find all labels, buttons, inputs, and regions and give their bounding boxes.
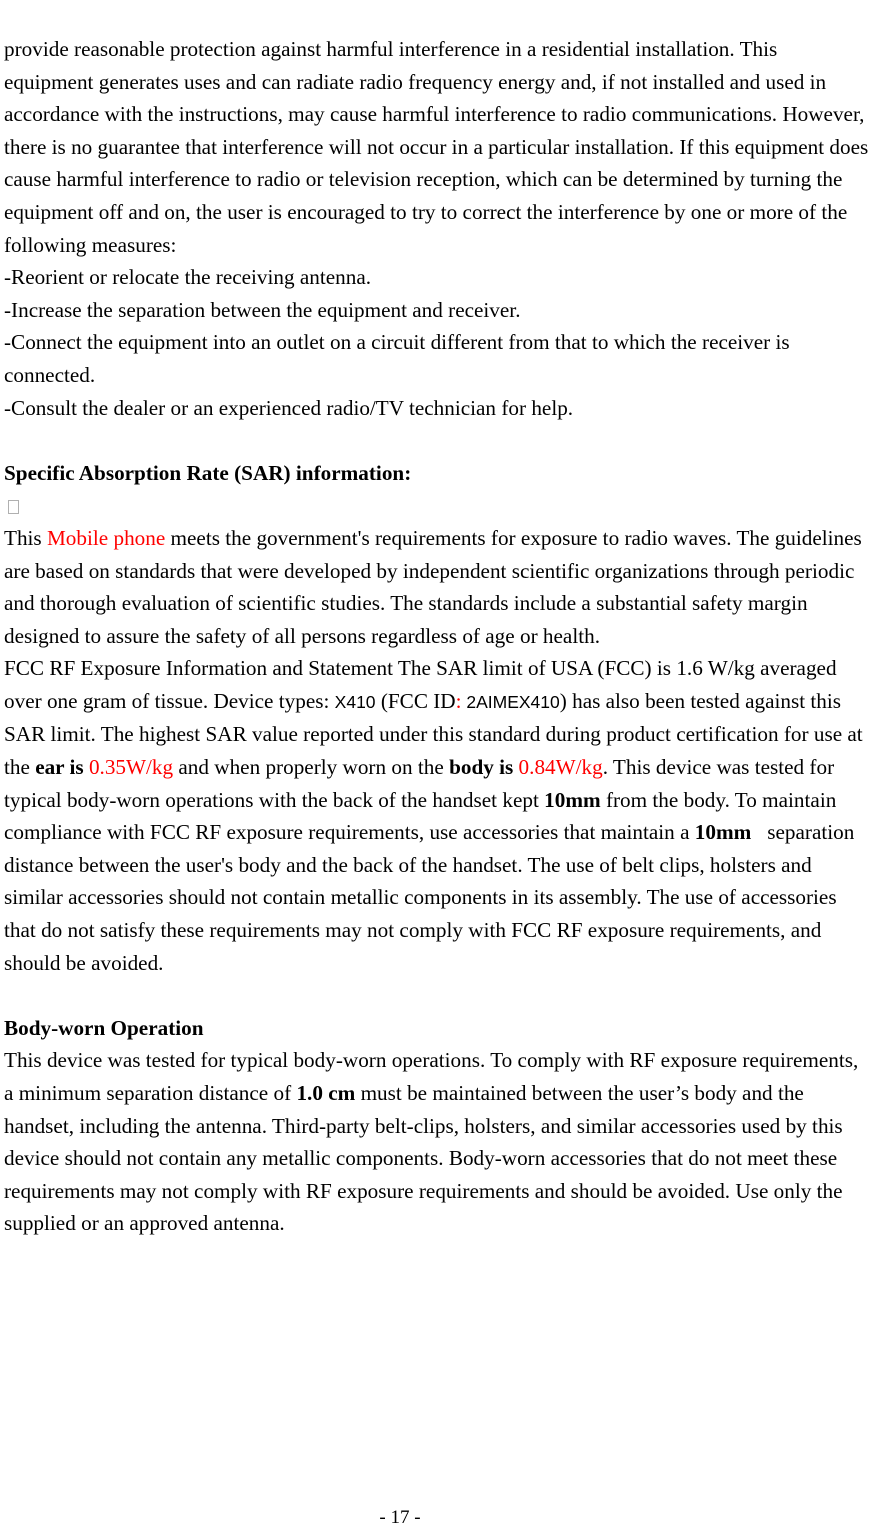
separation-distance: 10mm [694, 820, 752, 845]
placeholder-glyph-line [4, 489, 870, 522]
measure-item: -Connect the equipment into an outlet on a circuit different from that to which the receiver is connected. [4, 330, 790, 387]
body-label: body is [449, 755, 514, 780]
body-worn-heading: Body-worn Operation [4, 1015, 204, 1040]
fcc-id: 2AIMEX410 [461, 691, 560, 712]
sar-paragraph-1: This Mobile phone meets the government's requirements for exposure to radio waves. The guidelines are based on standards that were developed by independent scientific organizations through periodic and thorough evaluation of scientific studies. The standards include a substantial safety margin designed to assure the safety of all persons regardless of age or health. [4, 525, 862, 648]
separation-distance: 10mm [544, 787, 601, 812]
sar-heading: Specific Absorption Rate (SAR) information: [4, 460, 412, 485]
ear-label: ear is [35, 755, 84, 780]
sar-paragraph-2: FCC RF Exposure Information and Statement The SAR limit of USA (FCC) is 1.6 W/kg averaged over one gram of tissue. Device types: X410 (FCC ID: 2AIMEX410) has also been tested against this SAR limit. The highest SAR value reported under this standard during product certification for use at the ear is 0.35W/kg and when properly worn on the body is 0.84W/kg. This device was tested for typical body-worn operations with the back of the handset kept 10mm from the body. To maintain compliance with FCC RF exposure requirements, use accessories that maintain a 10mm separation distance between the user's body and the back of the handset. The use of belt clips, holsters and similar accessories should not contain metallic components in its assembly. The use of accessories that do not satisfy these requirements may not comply with FCC RF exposure requirements, and should be avoided. [4, 656, 863, 975]
measure-item: -Increase the separation between the equipment and receiver. [4, 297, 521, 322]
ear-sar-value: 0.35W/kg [83, 755, 174, 780]
document-body [4, 33, 870, 1240]
intro-paragraph: provide reasonable protection against harmful interference in a residential installation. This equipment generates uses and can radiate radio frequency energy and, if not installed and used in accordance with the instructions, may cause harmful interference to radio communications. However, there is no guarantee that interference will not occur in a particular installation. If this equipment does cause harmful interference to radio or television reception, which can be determined by turning the equipment off and on, the user is encouraged to try to correct the interference by one or more of the following measures: [4, 37, 869, 257]
page-number: - 17 - [379, 1507, 421, 1528]
device-category-highlight: Mobile phone [46, 525, 166, 550]
body-sar-value: 0.84W/kg [513, 755, 603, 780]
measure-item: -Reorient or relocate the receiving antenna. [4, 265, 372, 290]
body-worn-paragraph: This device was tested for typical body-worn operations. To comply with RF exposure requirements, a minimum separation distance of 1.0 cm must be maintained between the user’s body and the handset, including the antenna. Third-party belt-clips, holsters, and similar accessories used by this device should not contain any metallic components. Body-worn accessories that do not meet these requirements may not comply with RF exposure requirements and should be avoided. Use only the supplied or an approved antenna. [4, 1048, 859, 1236]
measure-item: -Consult the dealer or an experienced radio/TV technician for help. [4, 395, 574, 420]
spacer [4, 979, 870, 1012]
spacer [4, 424, 870, 457]
device-type: X410 [334, 691, 376, 712]
minimum-distance: 1.0 cm [296, 1081, 356, 1105]
missing-glyph-icon [8, 500, 19, 514]
